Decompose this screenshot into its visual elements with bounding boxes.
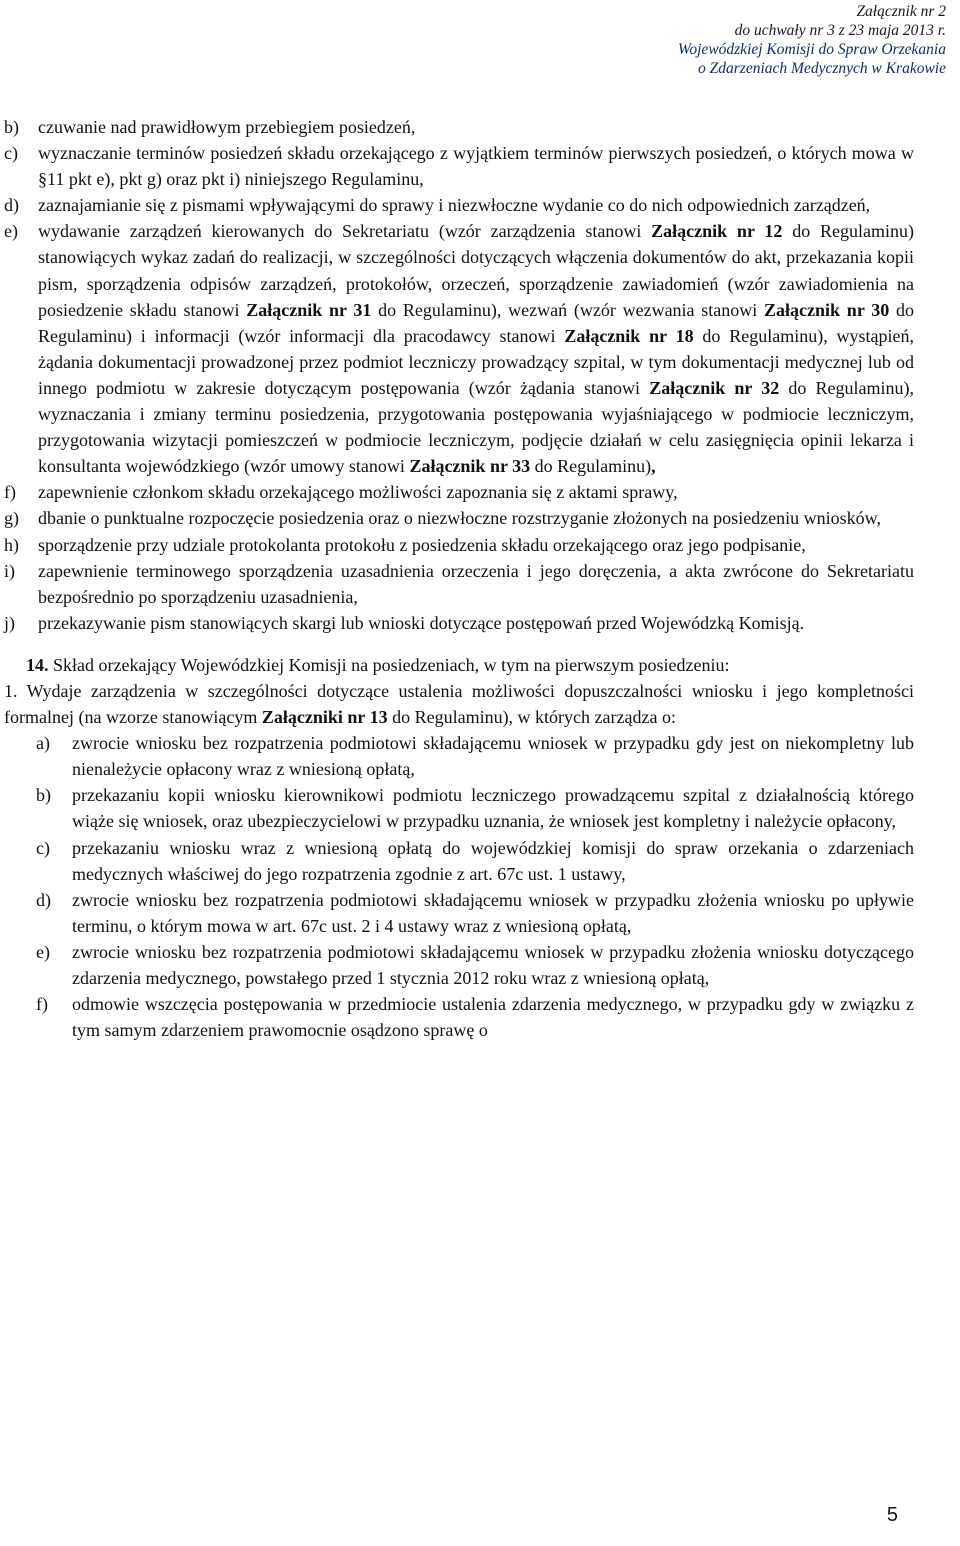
list-item [0, 505, 960, 531]
list-item [0, 218, 960, 479]
list-item-text: zwrocie wniosku bez rozpatrzenia podmiotowi składającemu wniosek w przypadku gdy jest on niekompletny lub nienależycie opłacony wraz z wniesioną opłatą, [72, 733, 914, 780]
list-item-label: b) [4, 117, 19, 137]
section-number: 14. [26, 654, 49, 675]
duties-list [0, 114, 960, 636]
list-item-label: e) [36, 941, 50, 962]
annex-reference: Załączniki nr 13 [261, 707, 388, 728]
list-item [0, 558, 960, 610]
header-commission-location: o Zdarzeniach Medycznych w Krakowie [698, 60, 946, 77]
text-run: przekazywanie pism stanowiących skargi lub wnioski dotyczące postępowań przed Wojewódzką Komisją. [38, 612, 805, 633]
list-item-label: d) [4, 195, 19, 216]
text-run: wyznaczanie terminów posiedzeń składu orzekającego z wyjątkiem terminów pierwszych posiedzeń, o których mowa w §11 pkt e), pkt g) oraz pkt i) niniejszego Regulaminu, [38, 143, 914, 190]
list-item [0, 939, 960, 991]
annex-reference: Załącznik nr 30 [764, 299, 890, 320]
page-number: 5 [886, 1504, 898, 1526]
list-item [0, 991, 960, 1043]
list-item [0, 192, 960, 218]
text-run: zapewnienie terminowego sporządzenia uzasadnienia orzeczenia i jego doręczenia, a akta zwrócone do Sekretariatu bezpośrednio po sporządzeniu uzasadnienia, [38, 560, 914, 607]
list-item-label: j) [4, 612, 15, 633]
annex-reference: Załącznik nr 32 [649, 377, 780, 398]
orders-list [0, 730, 960, 1043]
annex-reference: Załącznik nr 31 [246, 299, 372, 320]
list-item-text: zwrocie wniosku bez rozpatrzenia podmiotowi składającemu wniosek w przypadku złożenia wniosku po upływie terminu, o którym mowa w art. 67c ust. 2 i 4 ustawy wraz z wniesioną opłatą, [72, 889, 914, 936]
list-item-label: h) [4, 534, 19, 555]
annex-reference: , [651, 456, 656, 477]
list-item [0, 140, 960, 192]
list-item [0, 479, 960, 505]
text-run: do Regulaminu), wyznaczania i zmiany terminu posiedzenia, przygotowania postępowania wyjaśniającego w podmiocie leczniczym, przygotowania wizytacji pomieszczeń w podmiocie leczniczym, podjęcie działań w celu zasięgnięcia opinii lekarza i konsultanta wojewódzkiego (wzór umowy stanowi [38, 377, 915, 477]
section-14 [0, 652, 960, 678]
list-item-label: c) [4, 143, 18, 164]
list-item-label: b) [36, 785, 51, 806]
paragraph-1 [0, 678, 960, 730]
text-run: do Regulaminu) stanowiących wykaz zadań do realizacji, w szczególności dotyczących włączenia dokumentów do akt, przekazania kopii pism, sporządzenia odpisów zarządzeń, protokołów, orzeczeń, sporządzenie zawiadomień (wzór zawiadomienia na posiedzenie składu stanowi [38, 221, 915, 320]
text-run: zaznajamianie się z pismami wpływającymi do sprawy i niezwłoczne wydanie co do nich odpowiednich zarządzeń, [38, 195, 871, 216]
list-item [0, 730, 960, 782]
list-item [0, 887, 960, 939]
list-item-label: d) [36, 889, 51, 910]
header-resolution: do uchwały nr 3 z 23 maja 2013 r. [734, 22, 946, 39]
annex-reference: Załącznik nr 33 [409, 456, 531, 477]
list-item-label: a) [36, 733, 50, 754]
list-item-label: i) [4, 560, 15, 581]
list-item [0, 532, 960, 558]
list-item-label: f) [4, 482, 16, 503]
section-text: Skład orzekający Wojewódzkiej Komisji na posiedzeniach, w tym na pierwszym posiedzeniu: [48, 654, 730, 675]
list-item-text: przekazaniu kopii wniosku kierownikowi podmiotu leczniczego prowadzącemu szpital z działalnością którego wiąże się wniosek, oraz ubezpieczycielowi w przypadku uznania, że wniosek jest kompletny i należycie opłacony, [72, 785, 914, 832]
list-item [0, 835, 960, 887]
text-run: do Regulaminu), wystąpień, żądania dokumentacji prowadzonej przez podmiot leczniczy prowadzący szpital, w tym dokumentacji medycznej lub od innego podmiotu w zakresie dotyczącym postępowania (wzór żądania stanowi [38, 325, 915, 398]
list-item-label: f) [36, 994, 48, 1015]
text-run: dbanie o punktualne rozpoczęcie posiedzenia oraz o niezwłoczne rozstrzyganie złożonych na posiedzeniu wniosków, [38, 508, 881, 529]
text-run: 1. Wydaje zarządzenia w szczególności dotyczące ustalenia możliwości dopuszczalności wniosku i jego kompletności formalnej (na wzorze stanowiącym [4, 680, 914, 728]
list-item [0, 610, 960, 636]
text-run: do Regulaminu), w których zarządza o: [387, 707, 676, 728]
text-run: czuwanie nad prawidłowym przebiegiem posiedzeń, [38, 117, 416, 137]
list-item-label: g) [4, 508, 19, 529]
header-annex-label: Załącznik nr 2 [856, 3, 946, 20]
document-header [526, 2, 946, 78]
list-item-label: e) [4, 221, 18, 242]
text-run: do Regulaminu) [530, 456, 652, 477]
list-item [0, 114, 960, 140]
text-run: do Regulaminu) i informacji (wzór informacji dla pracodawcy stanowi [38, 299, 914, 346]
document-body [0, 114, 960, 1043]
list-item [0, 782, 960, 834]
text-run: zapewnienie członkom składu orzekającego możliwości zapoznania się z aktami sprawy, [38, 482, 678, 503]
list-item-label: c) [36, 837, 50, 858]
list-item-text: zwrocie wniosku bez rozpatrzenia podmiotowi składającemu wniosek w przypadku złożenia wniosku dotyczącego zdarzenia medycznego, powstałego przed 1 stycznia 2012 roku wraz z wniesioną opłatą, [72, 941, 914, 988]
annex-reference: Załącznik nr 12 [651, 221, 783, 242]
header-commission: Wojewódzkiej Komisji do Spraw Orzekania [677, 41, 946, 58]
list-item-text: odmowie wszczęcia postępowania w przedmiocie ustalenia zdarzenia medycznego, w przypadku gdy w związku z tym samym zdarzeniem prawomocnie osądzono sprawę o [72, 994, 914, 1041]
annex-reference: Załącznik nr 18 [564, 325, 694, 346]
text-run: sporządzenie przy udziale protokolanta protokołu z posiedzenia składu orzekającego oraz jego podpisanie, [38, 534, 806, 555]
text-run: wydawanie zarządzeń kierowanych do Sekretariatu (wzór zarządzenia stanowi [38, 221, 652, 242]
text-run: do Regulaminu), wezwań (wzór wezwania stanowi [371, 299, 765, 320]
list-item-text: przekazaniu wniosku wraz z wniesioną opłatą do wojewódzkiej komisji do spraw orzekania o zdarzeniach medycznych właściwej do jego rozpatrzenia zgodnie z art. 67c ust. 1 ustawy, [72, 837, 914, 884]
